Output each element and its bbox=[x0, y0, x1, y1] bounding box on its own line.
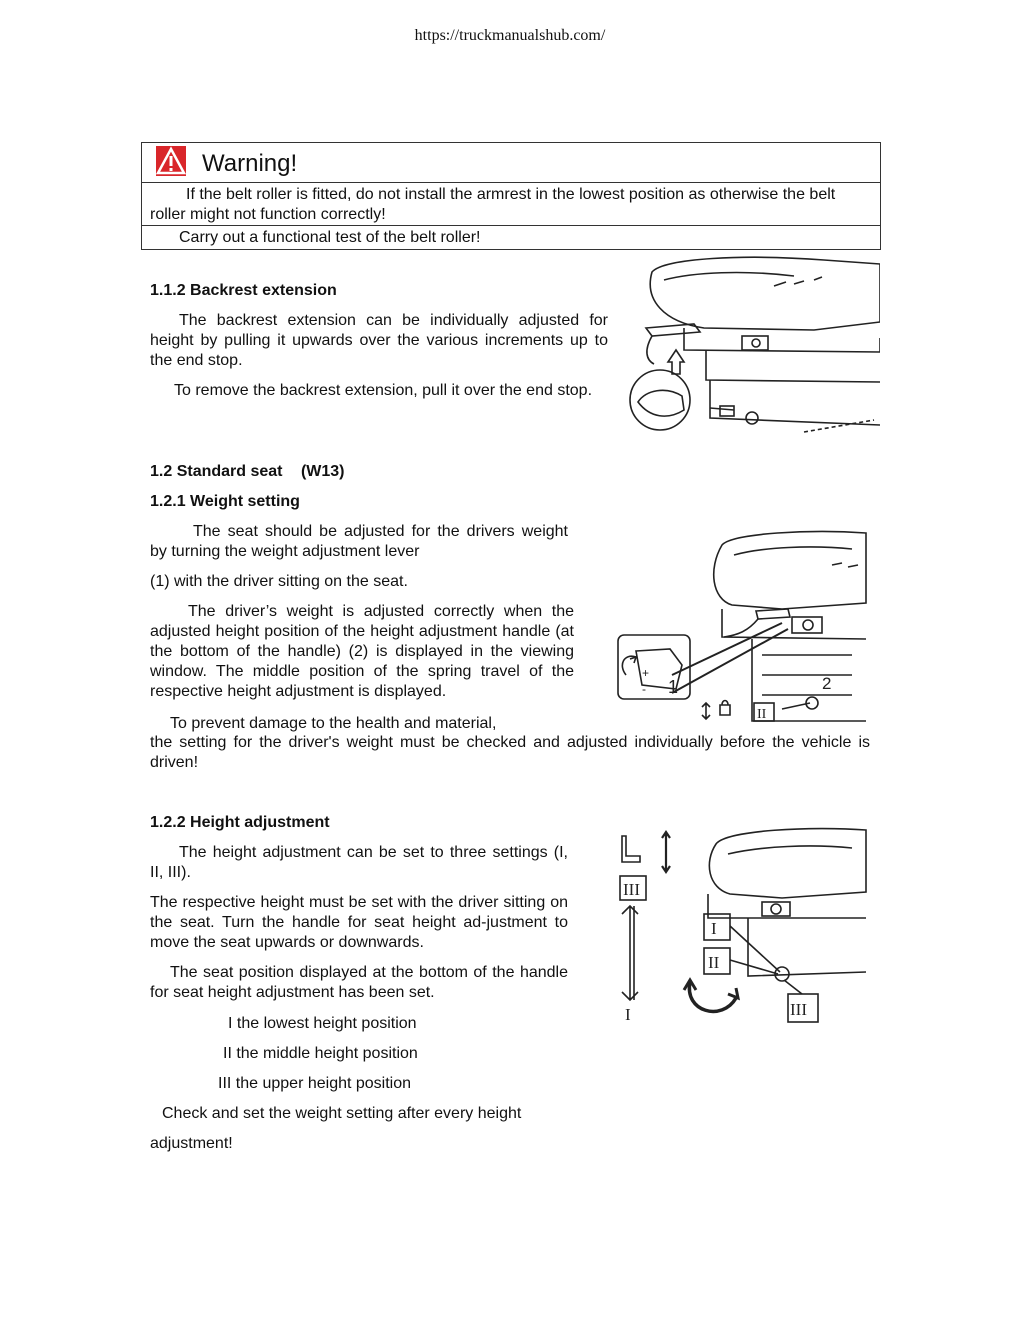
height-list-item-2: II the middle height position bbox=[223, 1045, 418, 1062]
weight-para-3: The driver’s weight is adjusted correctly when the adjusted height position of the height adjustment handle (at the bottom of the handle) (2) is displayed in the viewing window. The middle position of the spring travel of the respective height adjustment is displayed. bbox=[150, 603, 574, 700]
fig-label-i: I bbox=[711, 919, 717, 938]
fig-label-2: 2 bbox=[822, 674, 832, 693]
weight-para-1: The seat should be adjusted for the drivers weight by turning the weight adjustment lever bbox=[150, 523, 568, 560]
fig-plus: + bbox=[642, 666, 650, 680]
fig-label-ii: II bbox=[708, 953, 720, 972]
height-note-text-b: adjustment! bbox=[150, 1135, 233, 1152]
warning-triangle-icon bbox=[156, 146, 186, 176]
weight-setting-figure bbox=[612, 525, 868, 725]
fig-minus: - bbox=[642, 682, 646, 696]
height-para-3: The seat position displayed at the bottom of the handle for seat height adjustment has been set. bbox=[150, 964, 568, 1001]
fig-label-iii: III bbox=[790, 1000, 807, 1019]
height-para-1: The height adjustment can be set to three settings (I, II, III). bbox=[150, 844, 568, 881]
heading-standard-seat-text: 1.2 Standard seat bbox=[150, 463, 283, 480]
warning-text-2: Carry out a functional test of the belt roller! bbox=[179, 229, 481, 246]
heading-height-adjustment: 1.2.2 Height adjustment bbox=[150, 814, 330, 831]
height-list-item-1: I the lowest height position bbox=[228, 1015, 417, 1032]
warning-box bbox=[141, 142, 881, 250]
heading-backrest-extension: 1.1.2 Backrest extension bbox=[150, 282, 337, 299]
height-para-2: The respective height must be set with the driver sitting on the seat. Turn the handle for seat height ad-justment to move the seat upwards or downwards. bbox=[150, 894, 568, 951]
fig-label-ii: II bbox=[757, 707, 767, 722]
backrest-extension-figure bbox=[624, 250, 880, 445]
warning-text-1: If the belt roller is fitted, do not install the armrest in the lowest position as otherwise the belt roller might not function correctly! bbox=[150, 186, 836, 223]
weight-para-2: (1) with the driver sitting on the seat. bbox=[150, 573, 408, 590]
height-list-item-3: III the upper height position bbox=[218, 1075, 412, 1092]
height-note-line-1 bbox=[150, 1104, 521, 1124]
backrest-para-1: The backrest extension can be individually adjusted for height by pulling it upwards over the various increments up to the end stop. bbox=[150, 312, 608, 369]
weight-note-line-1 bbox=[150, 714, 572, 734]
heading-standard-seat bbox=[150, 463, 345, 481]
backrest-para-2: To remove the backrest extension, pull it over the end stop. bbox=[174, 382, 593, 399]
source-url[interactable]: https://truckmanualshub.com/ bbox=[414, 27, 606, 44]
heading-weight-setting: 1.2.1 Weight setting bbox=[150, 493, 300, 510]
height-note-text-a: Check and set the weight setting after every height bbox=[162, 1105, 522, 1122]
fig-label-1: 1 bbox=[668, 677, 679, 697]
weight-note-text-b: the setting for the driver's weight must be checked and adjusted individually before the vehicle is driven! bbox=[150, 734, 870, 771]
fig-label-iii-top: III bbox=[623, 880, 640, 899]
weight-note-text-a: To prevent damage to the health and material, bbox=[170, 715, 497, 732]
fig-label-i-bottom: I bbox=[625, 1005, 631, 1024]
height-adjustment-figure bbox=[612, 822, 868, 1026]
heading-standard-seat-code: (W13) bbox=[300, 463, 345, 480]
warning-title: Warning! bbox=[202, 150, 298, 177]
